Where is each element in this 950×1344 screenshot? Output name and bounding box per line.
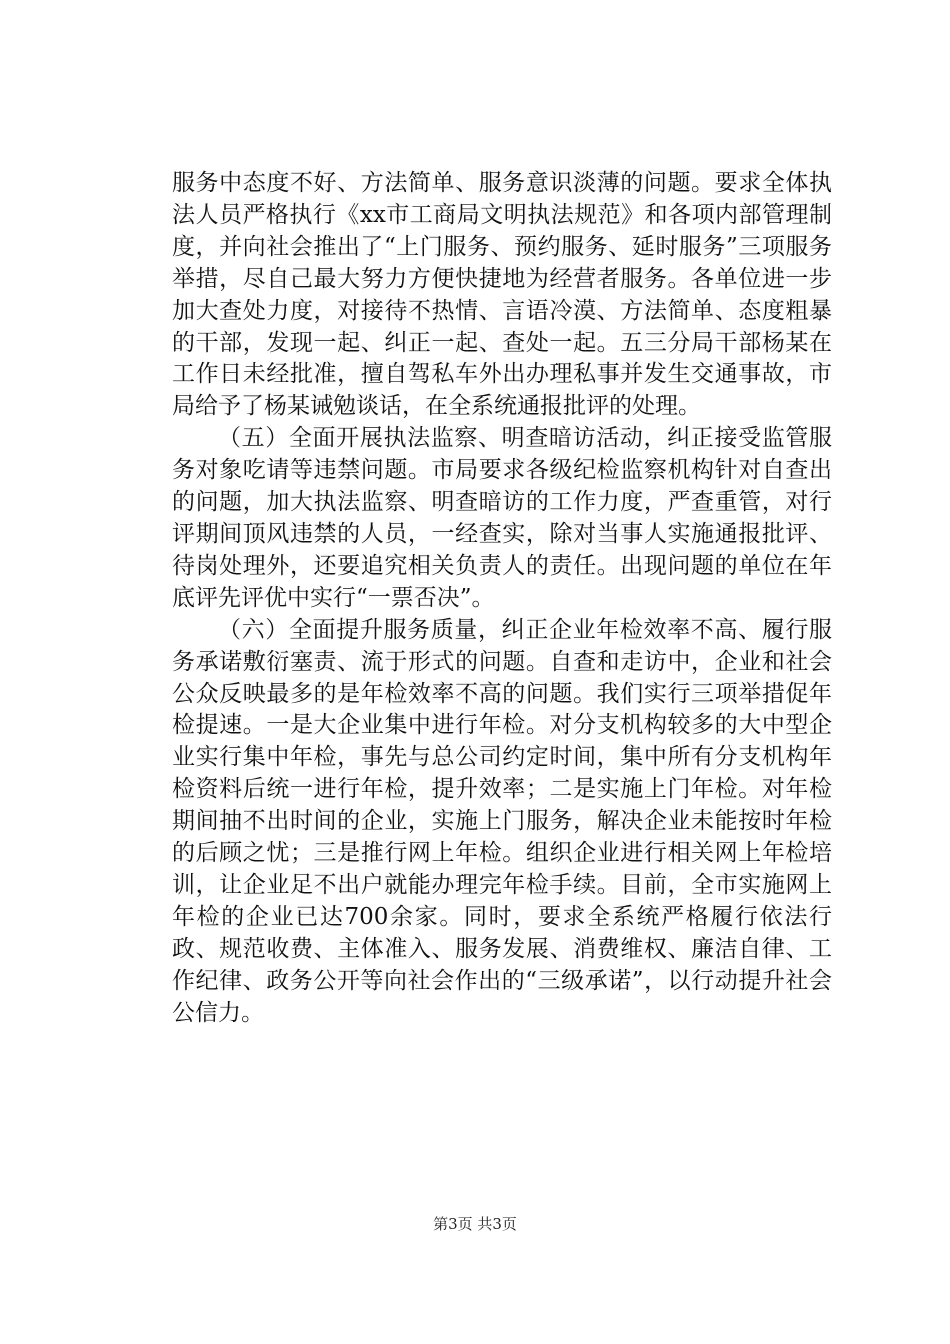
document-body — [172, 168, 832, 1029]
paragraph-section-5: （五）全面开展执法监察、明查暗访活动，纠正接受监管服务对象吃请等违禁问题。市局要求各级纪检监察机构针对自查出的问题，加大执法监察、明查暗访的工作力度，严查重管，对行评期间顶风违禁的人员，一经查实，除对当事人实施通报批评、待岗处理外，还要追究相关负责人的责任。出现问题的单位在年底评先评优中实行“一票否决”。 — [172, 425, 832, 611]
paragraph-section-6: （六）全面提升服务质量，纠正企业年检效率不高、履行服务承诺敷衍塞责、流于形式的问题。自查和走访中，企业和社会公众反映最多的是年检效率不高的问题。我们实行三项举措促年检提速。一是大企业集中进行年检。对分支机构较多的大中型企业实行集中年检，事先与总公司约定时间，集中所有分支机构年检资料后统一进行年检，提升效率；二是实施上门年检。对年检期间抽不出时间的企业，实施上门服务，解决企业未能按时年检的后顾之忧；三是推行网上年检。组织企业进行相关网上年检培训，让企业足不出户就能办理完年检手续。目前，全市实施网上年检的企业已达700余家。同时，要求全系统严格履行依法行政、规范收费、主体准入、服务发展、消费维权、廉洁自律、工作纪律、政务公开等向社会作出的“三级承诺”，以行动提升社会公信力。 — [172, 616, 832, 1026]
page-footer: 第3页 共3页 — [433, 1215, 517, 1233]
paragraph-continued: 服务中态度不好、方法简单、服务意识淡薄的问题。要求全体执法人员严格执行《xx市工商局文明执法规范》和各项内部管理制度，并向社会推出了“上门服务、预约服务、延时服务”三项服务举措，尽自己最大努力方便快捷地为经营者服务。各单位进一步加大查处力度，对接待不热情、言语冷漠、方法简单、态度粗暴的干部，发现一起、纠正一起、查处一起。五三分局干部杨某在工作日未经批准，擅自驾私车外出办理私事并发生交通事故，市局给予了杨某诫勉谈话，在全系统通报批评的处理。 — [172, 170, 832, 420]
